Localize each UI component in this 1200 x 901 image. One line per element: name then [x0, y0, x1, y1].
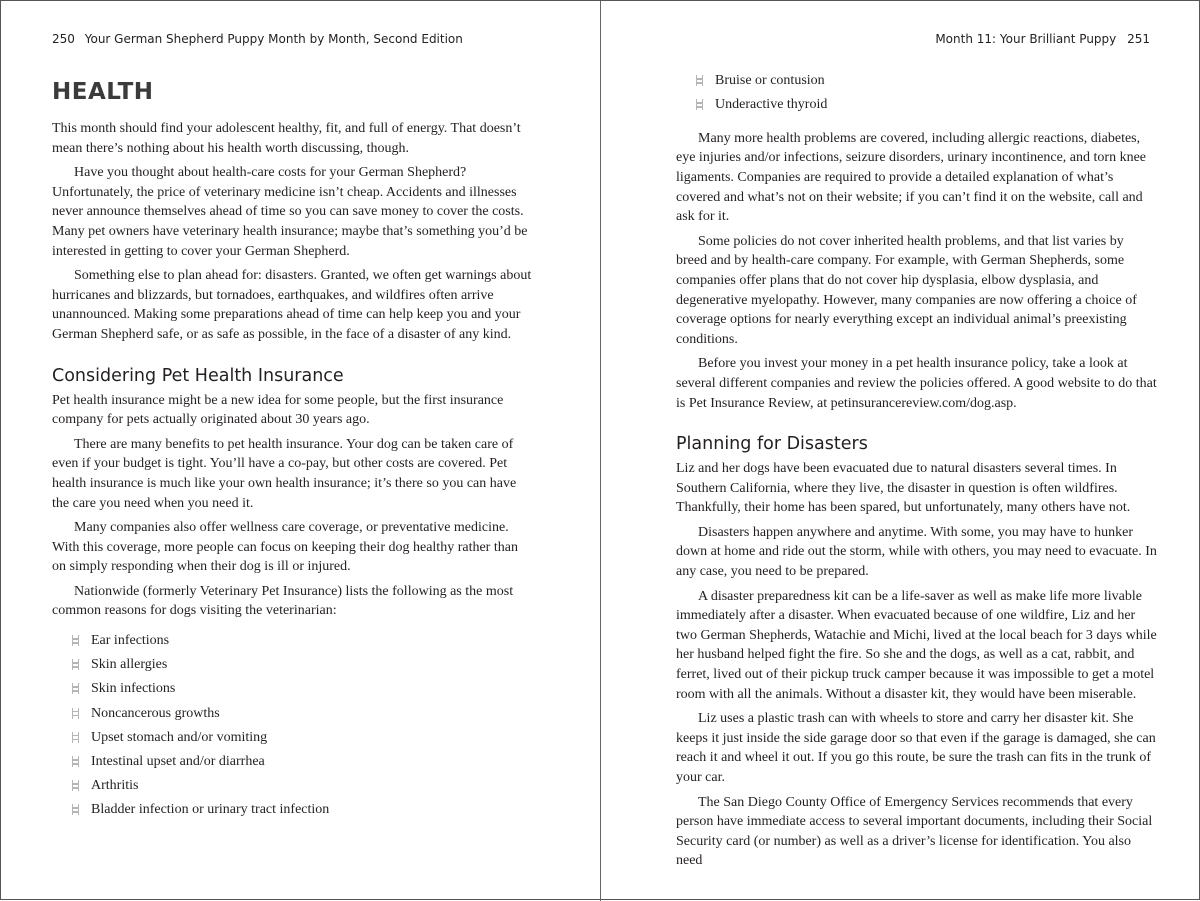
bullet-icon	[72, 732, 79, 743]
paragraph: Nationwide (formerly Veterinary Pet Insurance) lists the following as the most common reasons for dogs visiting the veterinarian:	[52, 583, 514, 619]
list-item	[52, 728, 532, 748]
list-item-label: Bladder infection or urinary tract infection	[91, 802, 330, 818]
list-item-label: Skin infections	[91, 681, 176, 697]
subheading-pet-health-insurance: Considering Pet Health Insurance	[52, 365, 344, 386]
list-item-label: Upset stomach and/or vomiting	[91, 729, 268, 745]
paragraph: Many more health problems are covered, including allergic reactions, diabetes, eye injuries and/or infections, seizure disorders, urinary incontinence, and torn knee ligaments. Companies are required to provide a detailed explanation of what’s covered and what’s not on their website; if you can’t find it on the website, call and ask for it.	[676, 130, 1147, 225]
paragraph: A disaster preparedness kit can be a life-saver as well as make life more livable immediately after a disaster. When evacuated because of one wildfire, Liz and her two German Shepherds, Watachie and Michi, lived at the local beach for 3 days while her husband helped fight the fire. So she and the dogs, as well as a cat, rabbit, and ferret, lived out of their pickup truck camper because it was impossible to get a motel room with all the animals. Without a disaster kit, they would have been miserable.	[676, 588, 1157, 702]
vet-visit-reasons-list	[52, 631, 532, 820]
paragraph: Have you thought about health-care costs for your German Shepherd? Unfortunately, the price of veterinary medicine isn’t cheap. Accidents and illnesses never announce themselves ahead of time so you can save money to cover the costs. Many pet owners have veterinary health insurance; maybe that’s something you’d be interested in getting to cover your German Shepherd.	[52, 165, 528, 259]
bullet-icon	[72, 708, 79, 719]
bullet-icon	[72, 780, 79, 791]
bullet-icon	[72, 635, 79, 646]
list-item	[52, 631, 532, 651]
list-item-label: Noncancerous growths	[91, 705, 220, 721]
left-page	[1, 1, 600, 901]
list-item-label: Intestinal upset and/or diarrhea	[91, 754, 265, 769]
paragraph: Something else to plan ahead for: disasters. Granted, we often get warnings about hurricanes and blizzards, but tornadoes, earthquakes, and wildfires often arrive unannounced. Making some preparations ahead of time can help keep you and your German Shepherd safe, or as safe as possible, in the face of a disaster of any kind.	[52, 268, 532, 342]
list-item	[52, 679, 532, 699]
paragraph: Pet health insurance might be a new idea for some people, but the first insurance company for pets actually originated about 30 years ago.	[52, 392, 504, 428]
subheading-planning-for-disasters: Planning for Disasters	[676, 434, 868, 455]
paragraph: Before you invest your money in a pet health insurance policy, take a look at several different companies and review the policies offered. A good website to do that is Pet Insurance Review, at petinsurancereview.com/dog.asp.	[676, 356, 1157, 411]
right-running-head	[935, 32, 1150, 46]
paragraph: Many companies also offer wellness care coverage, or preventative medicine. With this coverage, more people can focus on keeping their dog healthy rather than on simply responding when their dog is ill or injured.	[52, 520, 518, 575]
right-running-head-title: Month 11: Your Brilliant Puppy	[935, 32, 1117, 46]
list-item-label: Skin allergies	[91, 657, 168, 673]
left-running-head-title: Your German Shepherd Puppy Month by Month, Second Edition	[84, 32, 463, 46]
right-page	[601, 1, 1200, 901]
right-page-number: 251	[1127, 32, 1150, 46]
section-title: HEALTH	[52, 79, 154, 105]
list-item	[52, 704, 532, 724]
list-item-label: Arthritis	[91, 778, 139, 794]
list-item	[52, 800, 532, 820]
bullet-icon	[72, 683, 79, 694]
right-page-content	[676, 71, 1158, 876]
paragraph: Liz uses a plastic trash can with wheels to store and carry her disaster kit. She keeps it just inside the side garage door so that even if the garage is damaged, she can reach it and wheel it out. If you go this route, be sure the trash can fits in the trunk of your car.	[676, 711, 1156, 785]
bullet-icon	[72, 659, 79, 670]
bullet-icon	[72, 804, 79, 815]
list-item	[52, 752, 532, 772]
list-item	[676, 71, 1158, 91]
paragraph: There are many benefits to pet health insurance. Your dog can be taken care of even if your budget is tight. You’ll have a co-pay, but other costs are covered. Pet health insurance is much like your own health insurance; it’s there so you can have the care you need when you need it.	[52, 436, 517, 511]
list-item	[52, 776, 532, 796]
left-page-content	[52, 75, 532, 830]
vet-visit-reasons-list-continued	[676, 71, 1158, 115]
paragraph: Some policies do not cover inherited health problems, and that list varies by breed and by health-care company. For example, with German Shepherds, some companies offer plans that do not cover hip dysplasia, elbow dysplasia, and degenerative myelopathy. However, many companies are now offering a choice of coverage options for nearly everything except an individual animal’s preexisting conditions.	[676, 233, 1137, 347]
paragraph: Liz and her dogs have been evacuated due to natural disasters several times. In Southern California, where they live, the disaster in question is often wildfires. Thankfully, their home has been spared, but unfortunately, many others have not.	[676, 461, 1131, 516]
bullet-icon	[72, 756, 79, 767]
list-item	[52, 655, 532, 675]
paragraph: This month should find your adolescent healthy, fit, and full of energy. That doesn’t mean there’s nothing about his health worth discussing, though.	[52, 121, 521, 156]
paragraph: Disasters happen anywhere and anytime. With some, you may have to hunker down at home and ride out the storm, while with others, you may need to evacuate. In any case, you need to be prepared.	[676, 524, 1157, 580]
left-running-head	[52, 32, 463, 46]
list-item	[676, 95, 1158, 115]
list-item-label: Ear infections	[91, 633, 170, 649]
left-page-number: 250	[52, 32, 75, 46]
bullet-icon	[696, 75, 703, 86]
bullet-icon	[696, 99, 703, 110]
list-item-label: Underactive thyroid	[715, 97, 828, 113]
list-item-label: Bruise or contusion	[715, 73, 825, 88]
paragraph: The San Diego County Office of Emergency Services recommends that every person have immediate access to several important documents, including their Social Security card (or number) as well as a driver’s license for identification. You also need	[676, 794, 1153, 869]
